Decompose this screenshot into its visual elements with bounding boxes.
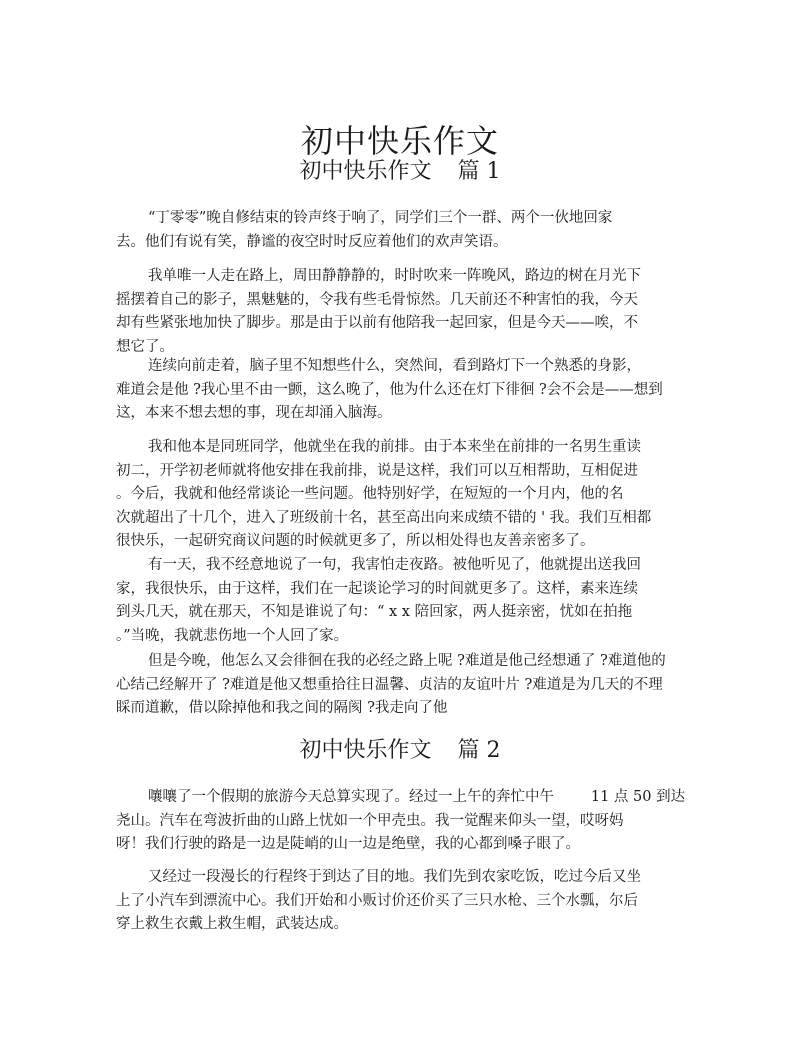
paragraph-line: 很快乐，一起研究商议问题的时候就更多了，所以相处得也友善亲密多了。: [116, 533, 595, 549]
paragraph-line: 家，我很快乐，由于这样，我们在一起谈论学习的时间就更多了。这样，素来连续: [116, 580, 638, 597]
paragraph-line: 次就超出了十几个，进入了班级前十名，甚至高出向来成绩不错的 ' 我。我们互相都: [116, 509, 652, 526]
paragraph: [116, 207, 696, 254]
paragraph-line: 睬而道歉，借以除掉他和我之间的隔阂 ?我走向了他: [116, 700, 448, 716]
paragraph-line: 但是今晚，他怎么又会徘徊在我的必经之路上呢 ?难道是他己经想通了 ?难道他的: [148, 653, 666, 669]
paragraph-line: 摇摆着自己的影子，黑魅魅的，令我有些毛骨惊然。几天前还不种害怕的我，今天: [116, 291, 638, 308]
document-title: 初中快乐作文: [300, 122, 499, 161]
section-heading-text: 初中快乐作文: [299, 738, 432, 763]
paragraph-line: 这，本来不想去想的事，现在却涌入脑海。: [116, 405, 392, 421]
section-heading: [0, 158, 800, 186]
paragraph-line: 初二，开学初老师就将他安排在我前排，说是这样，我们可以互相帮助，互相促进: [116, 462, 638, 479]
paragraph-line: 。今后，我就和他经常谈论一些问题。他特别好学，在短短的一个月内，他的名: [116, 486, 624, 502]
paragraph-line: 我和他本是同班同学，他就坐在我的前排。由于本来坐在前排的一名男生重读: [148, 439, 641, 455]
section-number: 篇 1: [457, 159, 501, 184]
paragraph-line: 有一天，我不经意地说了一句，我害怕走夜路。被他听见了，他就提出送我回: [148, 557, 641, 573]
paragraph-line: 去。他们有说有笑，静谧的夜空时时反应着他们的欢声笑语。: [116, 233, 508, 250]
paragraph: [116, 786, 696, 857]
paragraph-line: 呀！我们行驶的路是一边是陡峭的山一边是绝壁，我的心都到嗓子眼了。: [116, 836, 580, 852]
section-heading-text: 初中快乐作文: [299, 159, 432, 184]
paragraph-line: 难道会是他 ?我心里不由一颤，这么晚了，他为什么还在灯下徘徊 ?会不会是——想到: [116, 381, 663, 398]
paragraph: [116, 650, 696, 721]
paragraph-line: 我单唯一人走在路上，周田静静静的，时时吹来一阵晚风，路边的树在月光下: [148, 268, 641, 284]
paragraph-line: 。”当晚，我就悲伤地一个人回了家。: [116, 627, 349, 644]
section-number: 篇 2: [457, 738, 501, 763]
paragraph-line: 尧山。汽车在弯波折曲的山路上忧如一个甲壳虫。我一觉醒来仰头一望，哎呀妈: [116, 812, 624, 829]
paragraph-line: 却有些紧张地加快了脚步。那是由于以前有他陪我一起回家，但是今天——唉，不: [116, 315, 638, 331]
paragraph: [116, 554, 696, 648]
section-heading: [0, 737, 800, 765]
paragraph-line: 到头几天，就在那天，不知是谁说了句：“ x x 陪回家，两人挺亲密，忧如在拍拖: [116, 604, 633, 620]
paragraph-line: 连续向前走着，脑子里不知想些什么，突然间，看到路灯下一个熟悉的身影，: [148, 358, 641, 374]
paragraph: [116, 355, 696, 426]
paragraph-line: 上了小汽车到漂流中心。我们开始和小贩讨价还价买了三只水枪、三个水瓢，尔后: [116, 892, 638, 909]
paragraph-line: 嚷嚷了一个假期的旅游今天总算实现了。经过一上午的奔忙中午 11 点 50 到达: [148, 789, 686, 805]
paragraph-line: 想它了。: [116, 338, 174, 355]
paragraph-line: “丁零零”晚自修结束的铃声终于响了，同学们三个一群、两个一伙地回家: [148, 210, 613, 226]
paragraph: [116, 866, 696, 937]
paragraph: [116, 436, 696, 554]
paragraph-line: 又经过一段漫长的行程终于到达了目的地。我们先到农家吃饭，吃过今后又坐: [148, 869, 641, 885]
paragraph: [116, 265, 696, 359]
paragraph-line: 心结己经解开了 ?难道是他又想重拾往日温馨、贞洁的友谊叶片 ?难道是为几天的不理: [116, 676, 663, 693]
paragraph-line: 穿上救生衣戴上救生帽，武装达成。: [116, 916, 348, 932]
